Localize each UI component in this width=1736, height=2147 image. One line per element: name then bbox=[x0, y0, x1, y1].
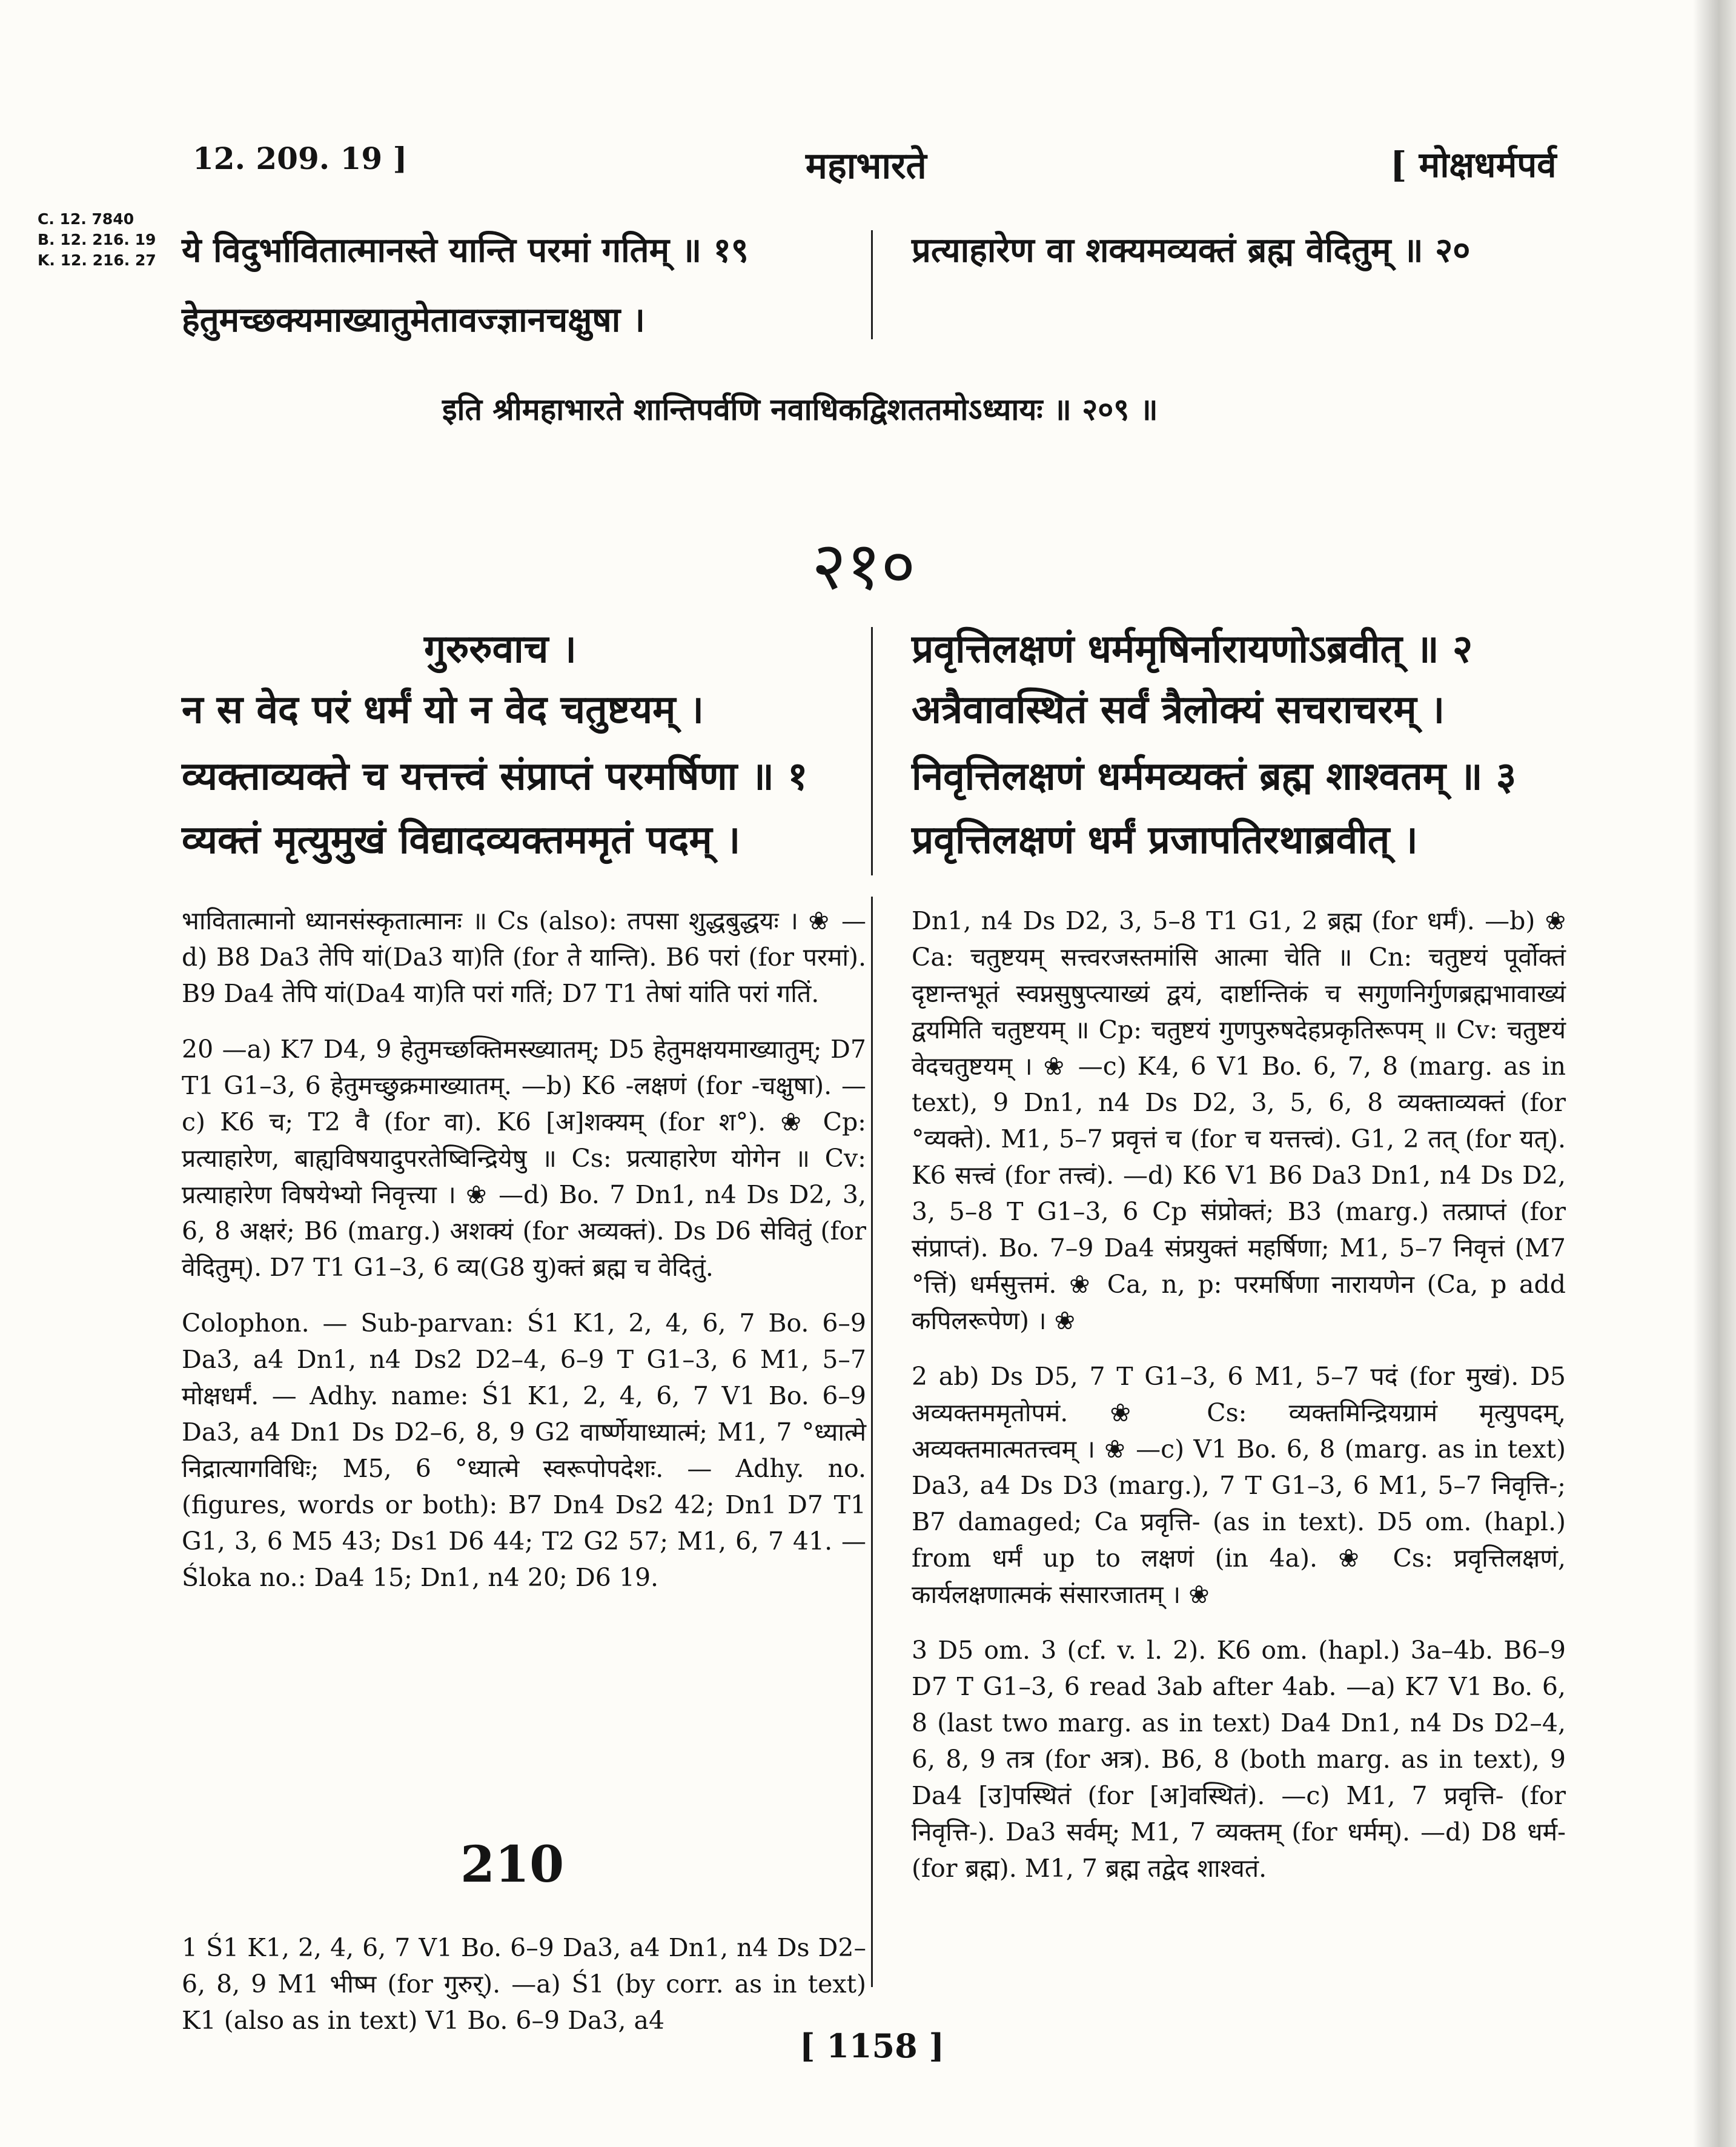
chapter-heading-210: 210 bbox=[460, 1836, 565, 1894]
column-divider-top bbox=[871, 230, 873, 339]
ref-calcutta: C. 12. 7840 bbox=[38, 210, 134, 228]
critical-apparatus-left bbox=[182, 903, 866, 1615]
verse-20-first-half: हेतुमच्छक्यमाख्यातुमेतावज्ज्ञानचक्षुषा । bbox=[182, 300, 645, 340]
page-number: [ 1158 ] bbox=[800, 2026, 944, 2065]
apparatus-note: 20 —a) K7 D4, 9 हेतुमच्छक्तिमस्ख्यातम्; D5 हेतुमक्षयमाख्यातुम्; D7 T1 G1–3, 6 हेतुमच्छुक्रमाख्यातम्. —b) K6 -लक्षणं (for -चक्षुषा). —c) K6 च; T2 वै (for वा). K6 [अ]शक्यम् (for श°). ❀ Cp: प्रत्याहारेण, बाह्यविषयादुपरतेष्विन्द्रियेषु ॥ Cs: प्रत्याहारेण योगेन ॥ Cv: प्रत्याहारेण विषयेभ्यो निवृत्त्या । ❀ —d) Bo. 7 Dn1, n4 Ds D2, 3, 6, 8 अक्षरं; B6 (marg.) अशक्यं (for अव्यक्तं). Ds D6 सेवितुं (for वेदितुम्). D7 T1 G1–3, 6 व्य(G8 यु)क्तं ब्रह्म च वेदितुं. bbox=[182, 1035, 866, 1282]
verse-line: न स वेद परं धर्मं यो न वेद चतुष्टयम् । bbox=[182, 687, 704, 732]
chapter-colophon: इति श्रीमहाभारते शान्तिपर्वणि नवाधिकद्विशततमोऽध्यायः ॥ २०९ ॥ bbox=[442, 391, 1158, 427]
column-divider-notes bbox=[871, 897, 873, 1987]
verse-line: प्रवृत्तिलक्षणं धर्ममृषिर्नारायणोऽब्रवीत् ॥ २ bbox=[912, 626, 1473, 672]
running-head-verse-ref: 12. 209. 19 ] bbox=[193, 141, 408, 176]
verse-line: अत्रैवावस्थितं सर्वं त्रैलोक्यं सचराचरम् । bbox=[912, 687, 1445, 732]
verse-line: व्यक्तं मृत्युमुखं विद्यादव्यक्तममृतं पदम् । bbox=[182, 817, 741, 863]
ref-bombay: B. 12. 216. 19 bbox=[38, 231, 156, 248]
running-head-parvan: [ मोक्षधर्मपर्व bbox=[1390, 144, 1557, 185]
verse-line: निवृत्तिलक्षणं धर्ममव्यक्तं ब्रह्म शाश्वतम् ॥ ३ bbox=[912, 754, 1517, 799]
speaker-line: गुरुरुवाच । bbox=[424, 626, 577, 672]
verse-20-second-half: प्रत्याहारेण वा शक्यमव्यक्तं ब्रह्म वेदितुम् ॥ २० bbox=[912, 230, 1471, 270]
apparatus-note: Dn1, n4 Ds D2, 3, 5–8 T1 G1, 2 ब्रह्म (for धर्मं). —b) ❀ Ca: चतुष्टयम् सत्त्वरजस्तमांसि आत्मा चेति ॥ Cn: चतुष्टयं पूर्वोक्तं दृष्टान्तभूतं स्वप्नसुषुप्त्याख्यं द्वयं, दार्ष्टान्तिकं च सगुणनिर्गुणब्रह्मभावाख्यं द्वयमिति चतुष्टयम् ॥ Cp: चतुष्टयं गुणपुरुषदेहप्रकृतिरूपम् ॥ Cv: चतुष्टयं वेदचतुष्टयम् । ❀ —c) K4, 6 V1 Bo. 6, 7, 8 (marg. as in text), 9 Dn1, n4 Ds D2, 3, 5, 6, 8 व्यक्ताव्यक्तं (for °व्यक्ते). M1, 5–7 प्रवृत्तं च (for च यत्तत्त्वं). G1, 2 तत् (for यत्). K6 सत्त्वं (for तत्त्वं). —d) K6 V1 B6 Da3 Dn1, n4 Ds D2, 3, 5–8 T G1–3, 6 Cp संप्रोक्तं; B3 (marg.) तत्प्राप्तं (for संप्राप्तं). Bo. 7–9 Da4 संप्रयुक्तं महर्षिणा; M1, 5–7 निवृत्तं (M7 °त्तिं) धर्मसुत्तमं. ❀ Ca, n, p: परमर्षिणा नारायणेन (Ca, p add कपिलरूपेण) । ❀ bbox=[912, 906, 1566, 1335]
verse-19-line: ये विदुर्भावितात्मानस्ते यान्ति परमां गतिम् ॥ १९ bbox=[182, 230, 749, 270]
concordance-refs bbox=[38, 209, 156, 271]
apparatus-note-210-1: 1 Ś1 K1, 2, 4, 6, 7 V1 Bo. 6–9 Da3, a4 Dn1, n4 Ds D2–6, 8, 9 M1 भीष्म (for गुरुर्). —a) Ś1 (by corr. as in text) K1 (also as in text) V1 Bo. 6–9 Da3, a4 bbox=[182, 1933, 866, 2035]
verse-line: व्यक्ताव्यक्ते च यत्तत्त्वं संप्राप्तं परमर्षिणा ॥ १ bbox=[182, 754, 808, 799]
apparatus-note: भावितात्मानो ध्यानसंस्कृतात्मानः ॥ Cs (also): तपसा शुद्धबुद्धयः । ❀ —d) B8 Da3 तेपि यां(Da3 या)ति (for ते यान्ति). B6 परां (for परमां). B9 Da4 तेपि यां(Da4 या)ति परां गतिं; D7 T1 तेषां यांति परां गतिं. bbox=[182, 906, 866, 1008]
column-divider-verses bbox=[871, 627, 873, 875]
chapter-number-devanagari: २१० bbox=[812, 527, 916, 605]
apparatus-note: 2 ab) Ds D5, 7 T G1–3, 6 M1, 5–7 पदं (for मुखं). D5 अव्यक्तममृतोपमं. ❀ Cs: व्यक्तमिन्द्रियग्रामं मृत्युपदम्, अव्यक्तमात्मतत्त्वम् । ❀ —c) V1 Bo. 6, 8 (marg. as in text) Da3, a4 Ds D3 (marg.), 7 T G1–3, 6 M1, 5–7 निवृत्ति-; B7 damaged; Ca प्रवृत्ति- (as in text). D5 om. (hapl.) from धर्मं up to लक्षणं (in 4a). ❀ Cs: प्रवृत्तिलक्षणं, कार्यलक्षणात्मकं संसारजातम् । ❀ bbox=[912, 1362, 1566, 1609]
running-head-title: महाभारते bbox=[806, 145, 927, 187]
book-spine-edge bbox=[1693, 0, 1736, 2147]
apparatus-colophon-note: Colophon. — Sub-parvan: Ś1 K1, 2, 4, 6, 7 Bo. 6–9 Da3, a4 Dn1, n4 Ds2 D2–4, 6–9 T G1–3, 6 M1, 5–7 मोक्षधर्मं. — Adhy. name: Ś1 K1, 2, 4, 6, 7 V1 Bo. 6–9 Da3, a4 Dn1 Ds D2–6, 8, 9 G2 वार्ष्णेयाध्यात्मं; M1, 7 °ध्यात्मे निद्रात्यागविधिः; M5, 6 °ध्यात्मे स्वरूपोपदेशः. — Adhy. no. (figures, words or both): B7 Dn4 Ds2 42; Dn1 D7 T1 G1, 3, 6 M5 43; Ds1 D6 44; T2 G2 57; M1, 6, 7 41. — Śloka no.: Da4 15; Dn1, n4 20; D6 19. bbox=[182, 1309, 866, 1592]
ref-kumbhakonam: K. 12. 216. 27 bbox=[38, 251, 156, 269]
verse-line: प्रवृत्तिलक्षणं धर्मं प्रजापतिरथाब्रवीत् । bbox=[912, 817, 1418, 863]
critical-apparatus-right bbox=[912, 903, 1566, 1906]
apparatus-note: 3 D5 om. 3 (cf. v. l. 2). K6 om. (hapl.) 3a–4b. B6–9 D7 T G1–3, 6 read 3ab after 4ab. —a) K7 V1 Bo. 6, 8 (last two marg. as in text) Da4 Dn1, n4 Ds D2–4, 6, 8, 9 तत्र (for अत्र). B6, 8 (both marg. as in text), 9 Da4 [उ]पस्थितं (for [अ]वस्थितं). —c) M1, 7 प्रवृत्ति- (for निवृत्ति-). Da3 सर्वम्; M1, 7 व्यक्तम् (for धर्मम्). —d) D8 धर्म- (for ब्रह्म). M1, 7 ब्रह्म तद्वेद शाश्वतं. bbox=[912, 1636, 1566, 1883]
